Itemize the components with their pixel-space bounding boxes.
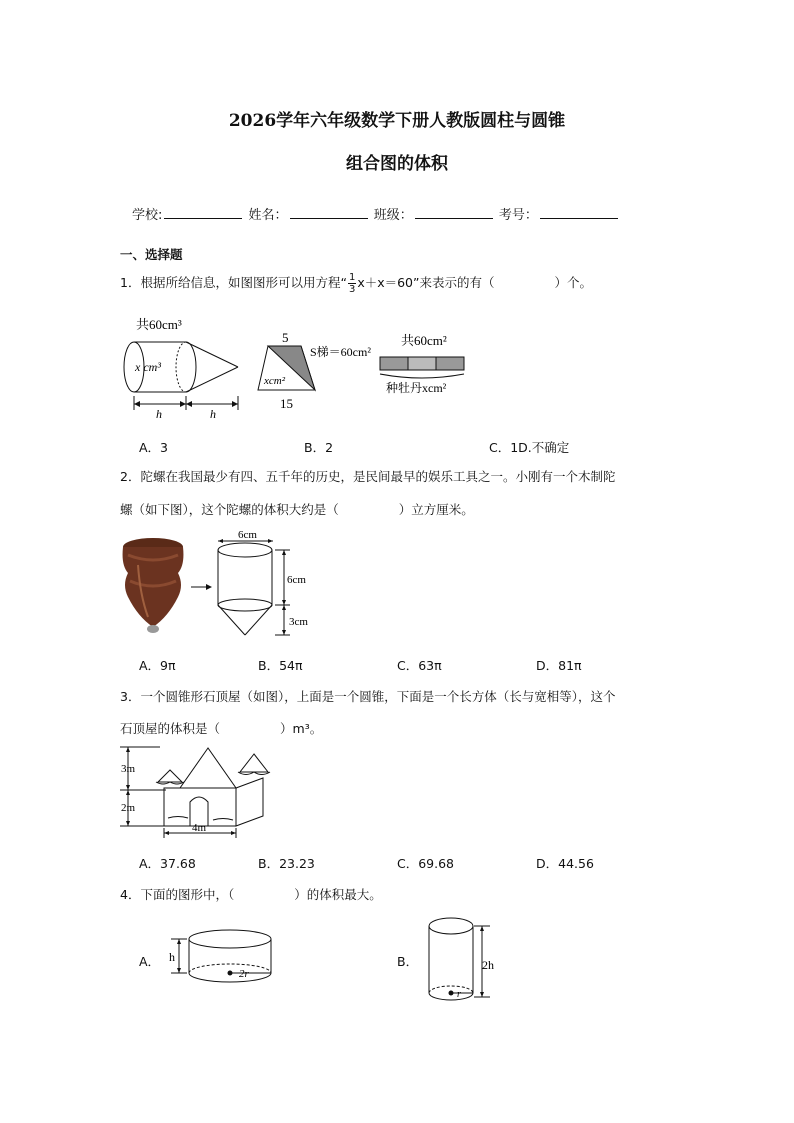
trapezoid-shape bbox=[258, 330, 371, 411]
q2-cone-height-label: 3cm bbox=[289, 616, 308, 628]
fig2-top-label: 5 bbox=[282, 330, 289, 345]
q1-suffix-a: ”来表示的有（ bbox=[413, 275, 495, 290]
section-heading: 一、选择题 bbox=[120, 247, 183, 262]
name-label: 姓名： bbox=[248, 208, 288, 223]
q2-diameter-label: 6cm bbox=[238, 529, 257, 541]
number-blank[interactable] bbox=[540, 206, 618, 219]
q3-line2b: ）m³。 bbox=[280, 721, 323, 736]
question-2-line2 bbox=[120, 500, 474, 518]
question-3-line1: 3．一个圆锥形石顶屋（如图），上面是一个圆锥，下面是一个长方体（长与宽相等），这个 bbox=[120, 689, 616, 704]
cylinder-cone-shape bbox=[124, 317, 238, 421]
q4-line1a: 4．下面的图形中，（ bbox=[120, 887, 235, 902]
q2-option-a[interactable]: A．9π bbox=[139, 658, 176, 673]
fig1-h1-label: h bbox=[156, 407, 162, 421]
q1-option-a[interactable]: A．3 bbox=[139, 440, 169, 455]
fig3-label: 种牡丹xcm² bbox=[386, 381, 447, 395]
q2-option-b[interactable]: B．54π bbox=[258, 658, 303, 673]
question-1-text bbox=[120, 272, 592, 295]
flowerbed-shape bbox=[380, 333, 464, 395]
q1-figure bbox=[118, 312, 478, 422]
spinning-top-image bbox=[123, 538, 184, 633]
q4-option-b[interactable]: B． bbox=[397, 954, 419, 969]
fig1-h2-label: h bbox=[210, 407, 216, 421]
fig2-bottom-label: 15 bbox=[280, 396, 293, 411]
top-diagram bbox=[218, 529, 308, 635]
q3-box-height-label: 2m bbox=[121, 802, 136, 814]
q4a-height-label: h bbox=[169, 950, 175, 964]
school-label: 学校: bbox=[132, 208, 163, 223]
q3-cone-height-label: 3m bbox=[121, 763, 136, 775]
fig1-total-label: 共60cm³ bbox=[136, 317, 182, 332]
question-4-text bbox=[120, 885, 382, 903]
q4a-radius-label: 2r bbox=[239, 968, 249, 980]
q3-option-c[interactable]: C．69.68 bbox=[397, 856, 455, 871]
class-label: 班级： bbox=[373, 208, 413, 223]
q3-option-d[interactable]: D．44.56 bbox=[536, 856, 594, 871]
q1-fraction bbox=[348, 272, 356, 295]
fig1-inner-label: x cm³ bbox=[135, 360, 161, 374]
q3-line2a: 石顶屋的体积是（ bbox=[120, 721, 221, 736]
stone-house-drawing bbox=[156, 748, 270, 826]
q3-option-a[interactable]: A．37.68 bbox=[139, 856, 196, 871]
q4b-height-label: 2h bbox=[482, 958, 494, 972]
q2-cylinder-height-label: 6cm bbox=[287, 574, 306, 586]
q3-base-length-label: 4m bbox=[192, 822, 207, 834]
question-3-line2 bbox=[120, 719, 322, 737]
q1-prefix: 1．根据所给信息，如图图形可以用方程“ bbox=[120, 275, 347, 290]
number-label: 考号： bbox=[498, 208, 538, 223]
name-blank[interactable] bbox=[290, 206, 368, 219]
fig3-total-label: 共60cm² bbox=[401, 333, 447, 348]
fig2-area-label: S梯＝60cm² bbox=[310, 345, 371, 359]
q2-option-c[interactable]: C．63π bbox=[397, 658, 442, 673]
question-2-line1: 2．陀螺在我国最少有四、五千年的历史，是民间最早的娱乐工具之一。小刚有一个木制陀 bbox=[120, 469, 616, 484]
school-blank[interactable] bbox=[164, 206, 242, 219]
q1-frac-den: 3 bbox=[348, 284, 356, 295]
q2-figure bbox=[118, 525, 338, 645]
q1-frac-num: 1 bbox=[348, 272, 356, 283]
q2-line2a: 螺（如下图），这个陀螺的体积大约是（ bbox=[120, 502, 339, 517]
q4-cylinder-b bbox=[424, 913, 504, 1005]
q4-option-a[interactable]: A． bbox=[139, 954, 161, 969]
q1-equation: x＋x＝60 bbox=[357, 275, 414, 290]
page-title: 2026学年六年级数学下册人教版圆柱与圆锥 bbox=[228, 111, 566, 131]
fig2-x-label: xcm² bbox=[264, 375, 286, 387]
page-subtitle: 组合图的体积 bbox=[346, 154, 448, 174]
class-blank[interactable] bbox=[415, 206, 493, 219]
q4b-radius-label: r bbox=[457, 989, 461, 1000]
q4-line1b: ）的体积最大。 bbox=[294, 887, 382, 902]
student-info-line bbox=[132, 204, 620, 223]
q1-option-c[interactable]: C．1D.不确定 bbox=[489, 440, 570, 455]
q2-option-d[interactable]: D．81π bbox=[536, 658, 582, 673]
q1-suffix-b: ）个。 bbox=[554, 275, 593, 290]
q1-option-b[interactable]: B．2 bbox=[304, 440, 334, 455]
q4-cylinder-a bbox=[165, 925, 277, 987]
q2-line2b: ）立方厘米。 bbox=[398, 502, 474, 517]
q3-option-b[interactable]: B．23.23 bbox=[258, 856, 315, 871]
q3-figure bbox=[118, 740, 288, 840]
